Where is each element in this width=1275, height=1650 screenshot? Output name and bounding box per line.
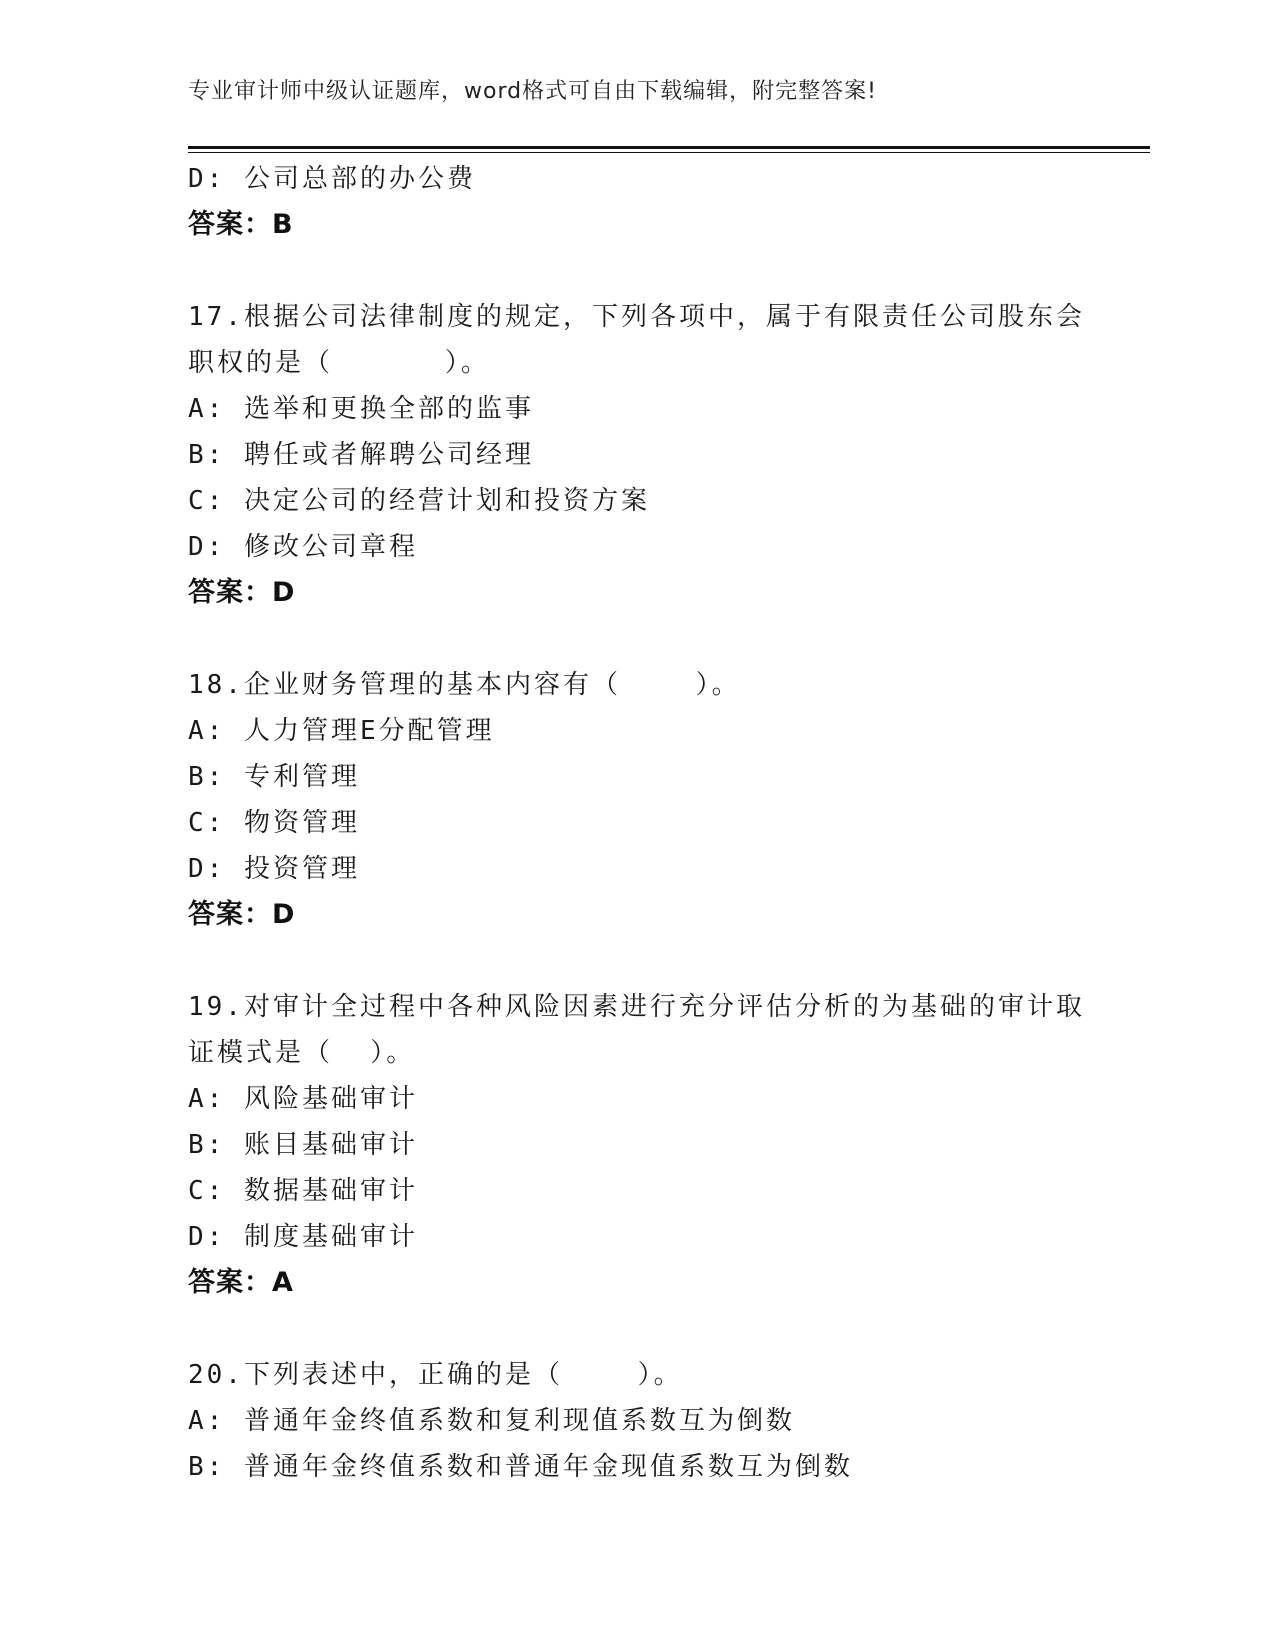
answer: 答案：A xyxy=(188,1267,294,1298)
question-17 xyxy=(188,294,1088,616)
option-b: B: 聘任或者解聘公司经理 xyxy=(188,440,534,470)
question-stem: 20.下列表述中，正确的是（ ）。 xyxy=(188,1360,683,1390)
answer: 答案：D xyxy=(188,577,296,608)
answer: 答案：B xyxy=(188,209,294,240)
page-header: 专业审计师中级认证题库，word格式可自由下载编辑，附完整答案! xyxy=(188,79,877,104)
option-c: C: 决定公司的经营计划和投资方案 xyxy=(188,486,650,516)
question-stem: 职权的是（ ）。 xyxy=(188,348,490,378)
option-a: A: 风险基础审计 xyxy=(188,1084,418,1114)
option-d: D: 制度基础审计 xyxy=(188,1222,418,1252)
option-a: A: 普通年金终值系数和复利现值系数互为倒数 xyxy=(188,1406,795,1436)
option-c: C: 数据基础审计 xyxy=(188,1176,418,1206)
option-d: D: 投资管理 xyxy=(188,854,360,884)
question-stem: 17.根据公司法律制度的规定，下列各项中，属于有限责任公司股东会 xyxy=(188,302,1085,332)
question-stem: 18.企业财务管理的基本内容有（ ）。 xyxy=(188,670,741,700)
option-d: D: 公司总部的办公费 xyxy=(188,164,476,194)
question-19 xyxy=(188,984,1088,1306)
question-16-tail xyxy=(188,156,1088,248)
answer: 答案：D xyxy=(188,899,296,930)
option-a: A: 人力管理E分配管理 xyxy=(188,716,495,746)
question-20 xyxy=(188,1352,1088,1490)
option-a: A: 选举和更换全部的监事 xyxy=(188,394,534,424)
header-rule-thin xyxy=(188,152,1150,153)
question-stem: 19.对审计全过程中各种风险因素进行充分评估分析的为基础的审计取 xyxy=(188,992,1085,1022)
option-c: C: 物资管理 xyxy=(188,808,360,838)
question-list xyxy=(188,156,1088,1490)
question-18 xyxy=(188,662,1088,938)
option-b: B: 专利管理 xyxy=(188,762,360,792)
header-rule-thick xyxy=(188,146,1150,149)
option-b: B: 账目基础审计 xyxy=(188,1130,418,1160)
question-stem: 证模式是（ ）。 xyxy=(188,1038,416,1068)
option-b: B: 普通年金终值系数和普通年金现值系数互为倒数 xyxy=(188,1452,853,1482)
option-d: D: 修改公司章程 xyxy=(188,532,418,562)
